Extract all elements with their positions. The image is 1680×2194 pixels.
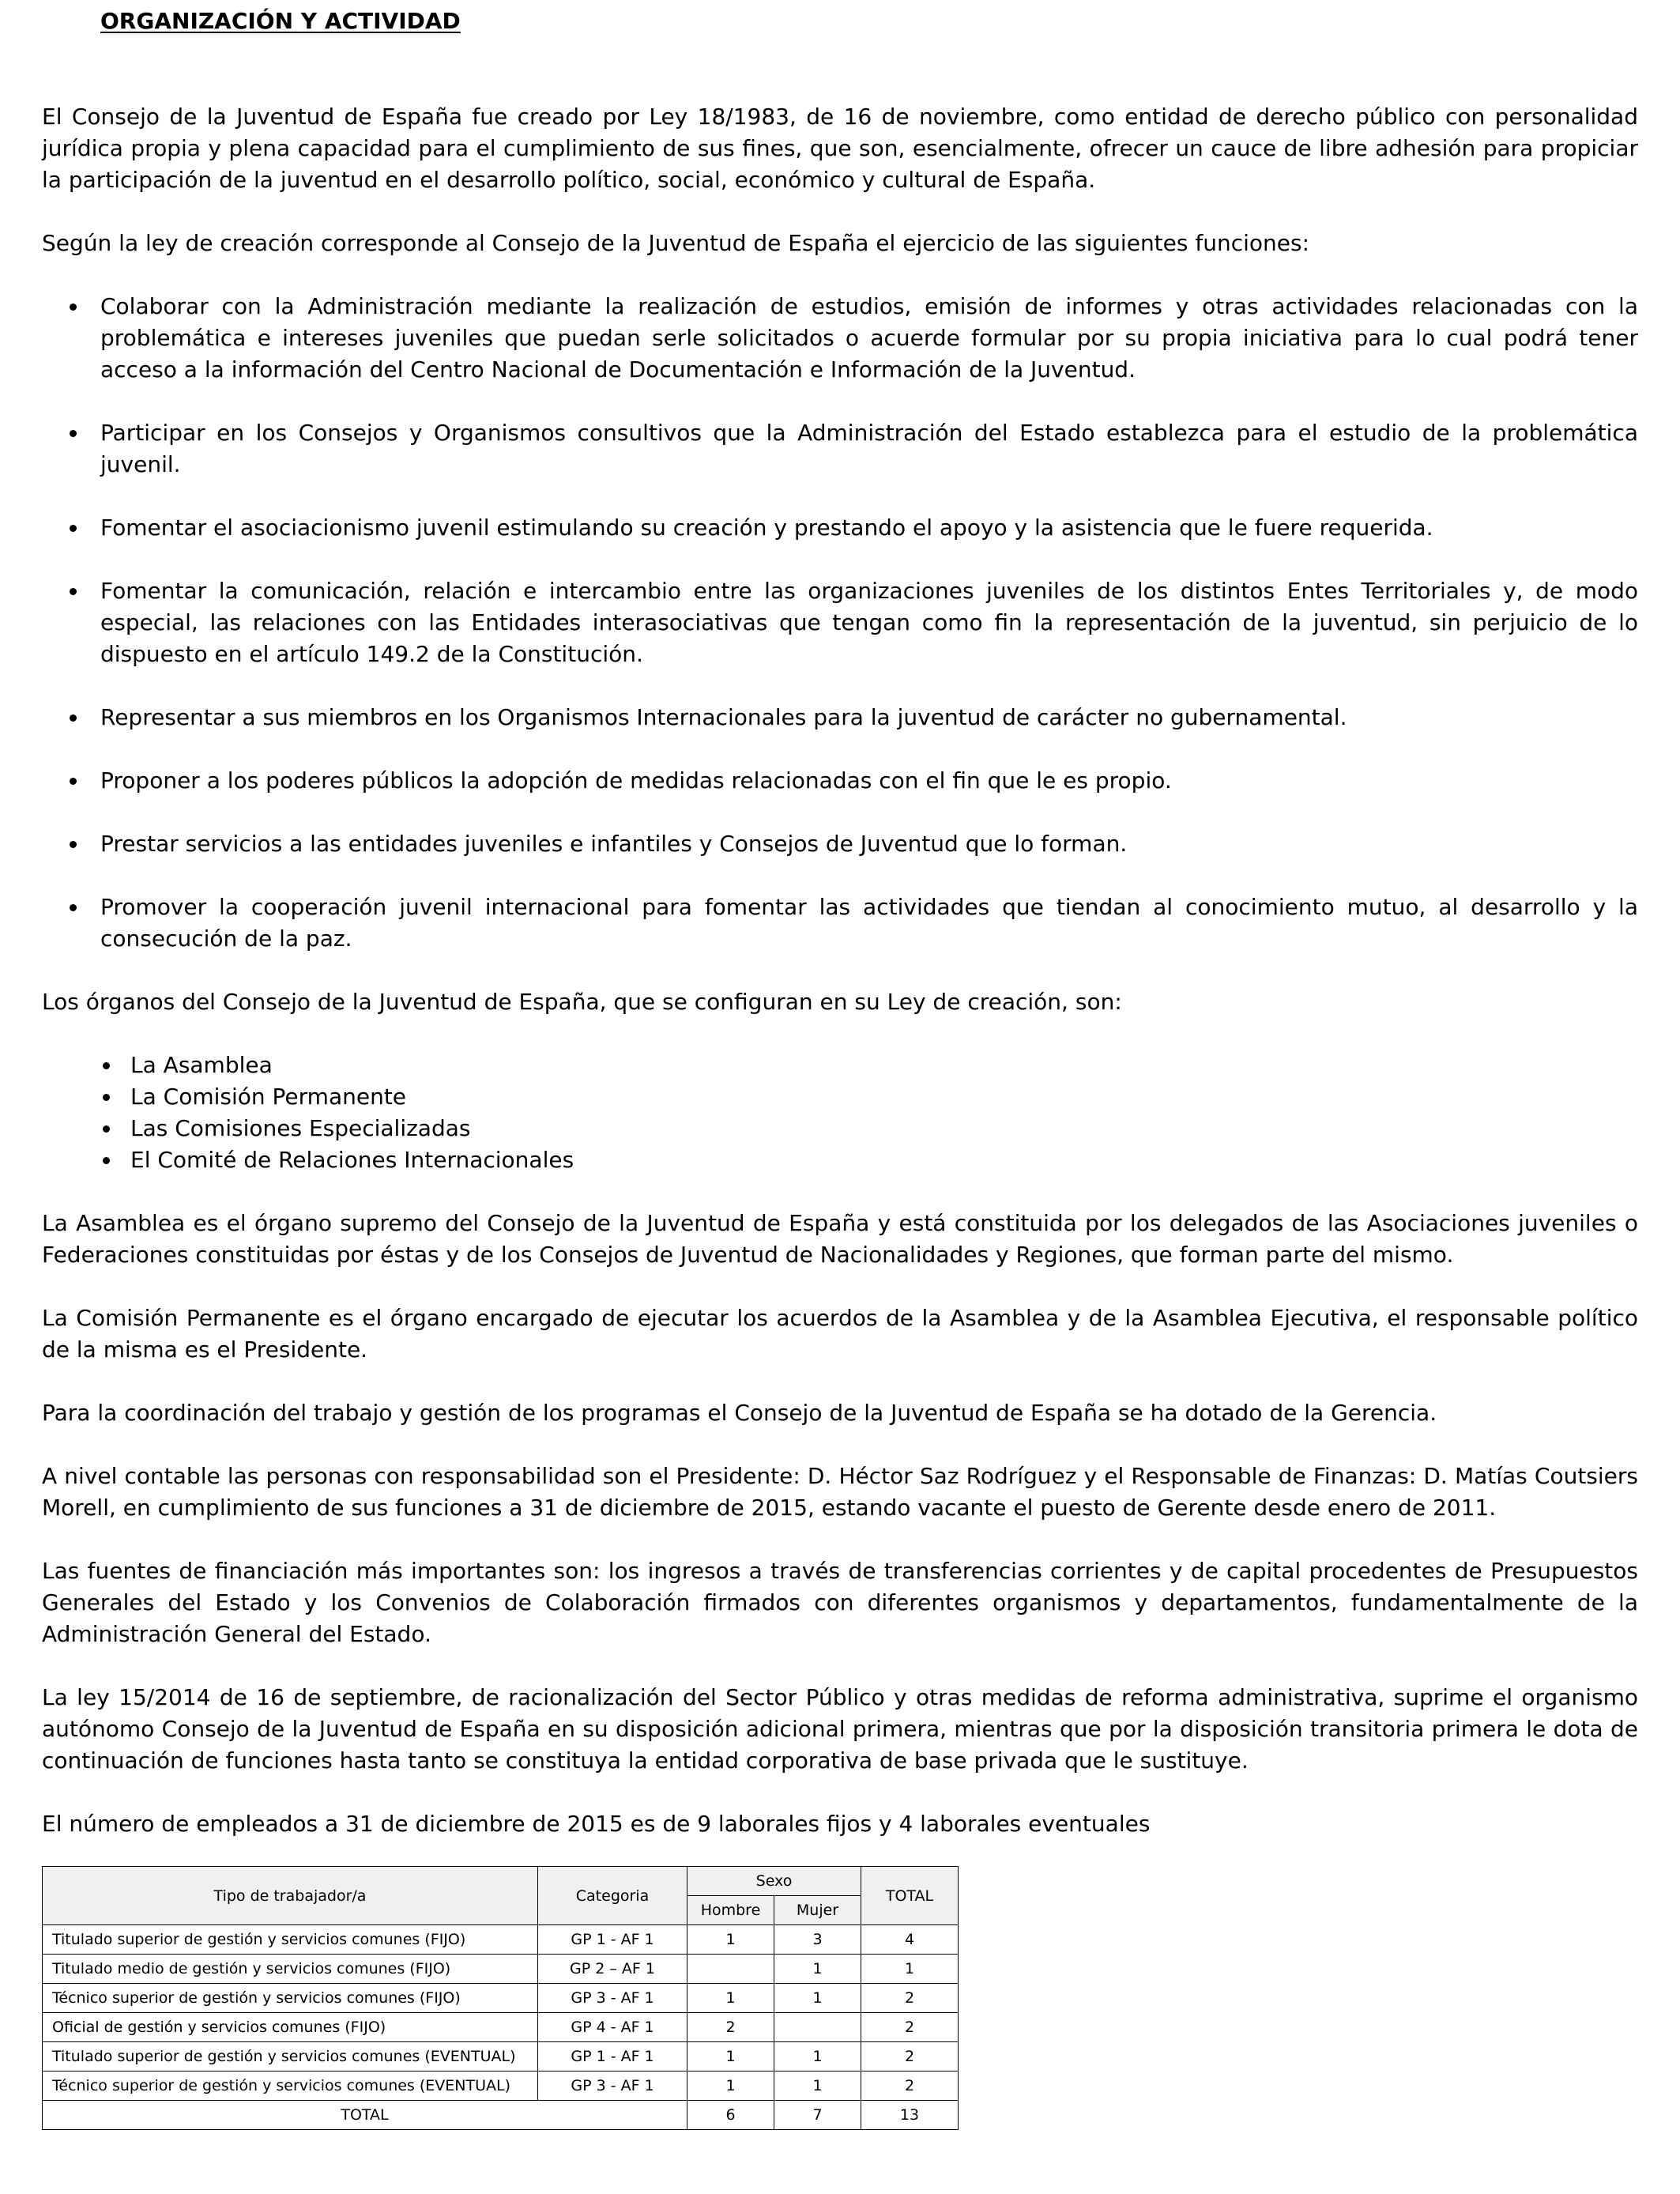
table-row — [43, 2013, 959, 2042]
cell-hombre — [687, 1955, 774, 1984]
header-hombre: Hombre — [687, 1896, 774, 1925]
intro-paragraph: El Consejo de la Juventud de España fue creado por Ley 18/1983, de 16 de noviembre, como entidad de derecho público con personalidad jurídica propia y plena capacidad para el cumplimiento de sus fines, que son, esencialmente, ofrecer un cauce de libre adhesión para propiciar la participación de la juventud en el desarrollo político, social, económico y cultural de España. — [42, 104, 1638, 193]
table-row — [43, 2071, 959, 2101]
cell-categoria: GP 3 - AF 1 — [538, 1984, 687, 2013]
function-item: Participar en los Consejos y Organismos consultivos que la Administración del Estado establezca para el estudio de la problemática juvenil. — [42, 417, 1638, 481]
organ-item: La Asamblea — [42, 1050, 1638, 1081]
cell-total: 2 — [861, 2042, 959, 2071]
section-heading: ORGANIZACIÓN Y ACTIVIDAD — [100, 8, 461, 34]
totals-mujer: 7 — [774, 2101, 861, 2130]
function-item: Proponer a los poderes públicos la adopción de medidas relacionadas con el fin que le es propio. — [42, 765, 1638, 797]
cell-total: 2 — [861, 1984, 959, 2013]
function-item: Promover la cooperación juvenil internacional para fomentar las actividades que tiendan al conocimiento mutuo, al desarrollo y la consecución de la paz. — [42, 892, 1638, 955]
organ-item: La Comisión Permanente — [42, 1081, 1638, 1113]
asamblea-paragraph: La Asamblea es el órgano supremo del Consejo de la Juventud de España y está constituida por los delegados de las Asociaciones juveniles o Federaciones constituidas por éstas y de los Consejos de Juventud de Nacionalidades y Regiones, que forman parte del mismo. — [42, 1210, 1638, 1268]
table-row — [43, 1925, 959, 1955]
cell-tipo: Oficial de gestión y servicios comunes (FIJO) — [43, 2013, 538, 2042]
cell-total: 1 — [861, 1955, 959, 1984]
cell-mujer — [774, 2013, 861, 2042]
cell-mujer: 1 — [774, 1955, 861, 1984]
function-item: Prestar servicios a las entidades juveniles e infantiles y Consejos de Juventud que lo forman. — [42, 828, 1638, 860]
cell-tipo: Técnico superior de gestión y servicios comunes (EVENTUAL) — [43, 2071, 538, 2101]
cell-total: 4 — [861, 1925, 959, 1955]
totals-hombre: 6 — [687, 2101, 774, 2130]
cell-hombre: 1 — [687, 1925, 774, 1955]
organ-item: El Comité de Relaciones Internacionales — [42, 1144, 1638, 1176]
cell-tipo: Titulado medio de gestión y servicios comunes (FIJO) — [43, 1955, 538, 1984]
cell-tipo: Titulado superior de gestión y servicios comunes (FIJO) — [43, 1925, 538, 1955]
cell-categoria: GP 3 - AF 1 — [538, 2071, 687, 2101]
cell-tipo: Técnico superior de gestión y servicios comunes (FIJO) — [43, 1984, 538, 2013]
cell-mujer: 1 — [774, 2071, 861, 2101]
function-item: Fomentar la comunicación, relación e intercambio entre las organizaciones juveniles de los distintos Entes Territoriales y, de modo especial, las relaciones con las Entidades interasociativas que tengan como fin la representación de la juventud, sin perjuicio de lo dispuesto en el artículo 149.2 de la Constitución. — [42, 575, 1638, 670]
cell-tipo: Titulado superior de gestión y servicios comunes (EVENTUAL) — [43, 2042, 538, 2071]
table-row — [43, 1955, 959, 1984]
gerencia-paragraph: Para la coordinación del trabajo y gestión de los programas el Consejo de la Juventud de España se ha dotado de la Gerencia. — [42, 1400, 1437, 1426]
financiacion-paragraph: Las fuentes de financiación más importantes son: los ingresos a través de transferencias corrientes y de capital procedentes de Presupuestos Generales del Estado y los Convenios de Colaboración firmados con diferentes organismos y departamentos, fundamentalmente de la Administración General del Estado. — [42, 1558, 1638, 1647]
cell-categoria: GP 2 – AF 1 — [538, 1955, 687, 1984]
header-total: TOTAL — [861, 1867, 959, 1925]
organs-list — [42, 1050, 1638, 1176]
cell-categoria: GP 1 - AF 1 — [538, 2042, 687, 2071]
cell-hombre: 2 — [687, 2013, 774, 2042]
cell-hombre: 1 — [687, 2071, 774, 2101]
organ-item: Las Comisiones Especializadas — [42, 1113, 1638, 1144]
header-tipo: Tipo de trabajador/a — [43, 1867, 538, 1925]
staff-table-wrapper — [42, 1866, 959, 2130]
cell-total: 2 — [861, 2071, 959, 2101]
organs-intro: Los órganos del Consejo de la Juventud de España, que se configuran en su Ley de creación, son: — [42, 989, 1122, 1015]
function-item: Fomentar el asociacionismo juvenil estimulando su creación y prestando el apoyo y la asistencia que le fuere requerida. — [42, 512, 1638, 544]
header-mujer: Mujer — [774, 1896, 861, 1925]
table-row — [43, 2042, 959, 2071]
totals-total: 13 — [861, 2101, 959, 2130]
header-categoria: Categoria — [538, 1867, 687, 1925]
cell-categoria: GP 1 - AF 1 — [538, 1925, 687, 1955]
totals-row — [43, 2101, 959, 2130]
cell-hombre: 1 — [687, 2042, 774, 2071]
function-item: Colaborar con la Administración mediante la realización de estudios, emisión de informes y otras actividades relacionadas con la problemática e intereses juveniles que puedan serle solicitados o acuerde formular por su propia iniciativa para lo cual podrá tener acceso a la información del Centro Nacional de Documentación e Información de la Juventud. — [42, 291, 1638, 386]
header-sexo: Sexo — [687, 1867, 861, 1896]
cell-hombre: 1 — [687, 1984, 774, 2013]
cell-mujer: 3 — [774, 1925, 861, 1955]
cell-total: 2 — [861, 2013, 959, 2042]
cell-mujer: 1 — [774, 1984, 861, 2013]
document-body — [42, 101, 1638, 1872]
responsables-paragraph: A nivel contable las personas con responsabilidad son el Presidente: D. Héctor Saz Rodríguez y el Responsable de Finanzas: D. Matías Coutsiers Morell, en cumplimiento de sus funciones a 31 de diciembre de 2015, estando vacante el puesto de Gerente desde enero de 2011. — [42, 1463, 1638, 1521]
cell-mujer: 1 — [774, 2042, 861, 2071]
ley-paragraph: La ley 15/2014 de 16 de septiembre, de racionalización del Sector Público y otras medidas de reforma administrativa, suprime el organismo autónomo Consejo de la Juventud de España en su disposición adicional primera, mientras que por la disposición transitoria primera le dota de continuación de funciones hasta tanto se constituya la entidad corporativa de base privada que le sustituye. — [42, 1684, 1638, 1774]
cell-categoria: GP 4 - AF 1 — [538, 2013, 687, 2042]
function-item: Representar a sus miembros en los Organismos Internacionales para la juventud de carácter no gubernamental. — [42, 702, 1638, 733]
table-row — [43, 1984, 959, 2013]
staff-table — [42, 1866, 959, 2130]
functions-intro: Según la ley de creación corresponde al Consejo de la Juventud de España el ejercicio de las siguientes funciones: — [42, 230, 1310, 256]
totals-label: TOTAL — [43, 2101, 687, 2130]
empleados-paragraph: El número de empleados a 31 de diciembre de 2015 es de 9 laborales fijos y 4 laborales eventuales — [42, 1811, 1151, 1837]
functions-list — [42, 291, 1638, 955]
comision-paragraph: La Comisión Permanente es el órgano encargado de ejecutar los acuerdos de la Asamblea y de la Asamblea Ejecutiva, el responsable político de la misma es el Presidente. — [42, 1305, 1638, 1363]
